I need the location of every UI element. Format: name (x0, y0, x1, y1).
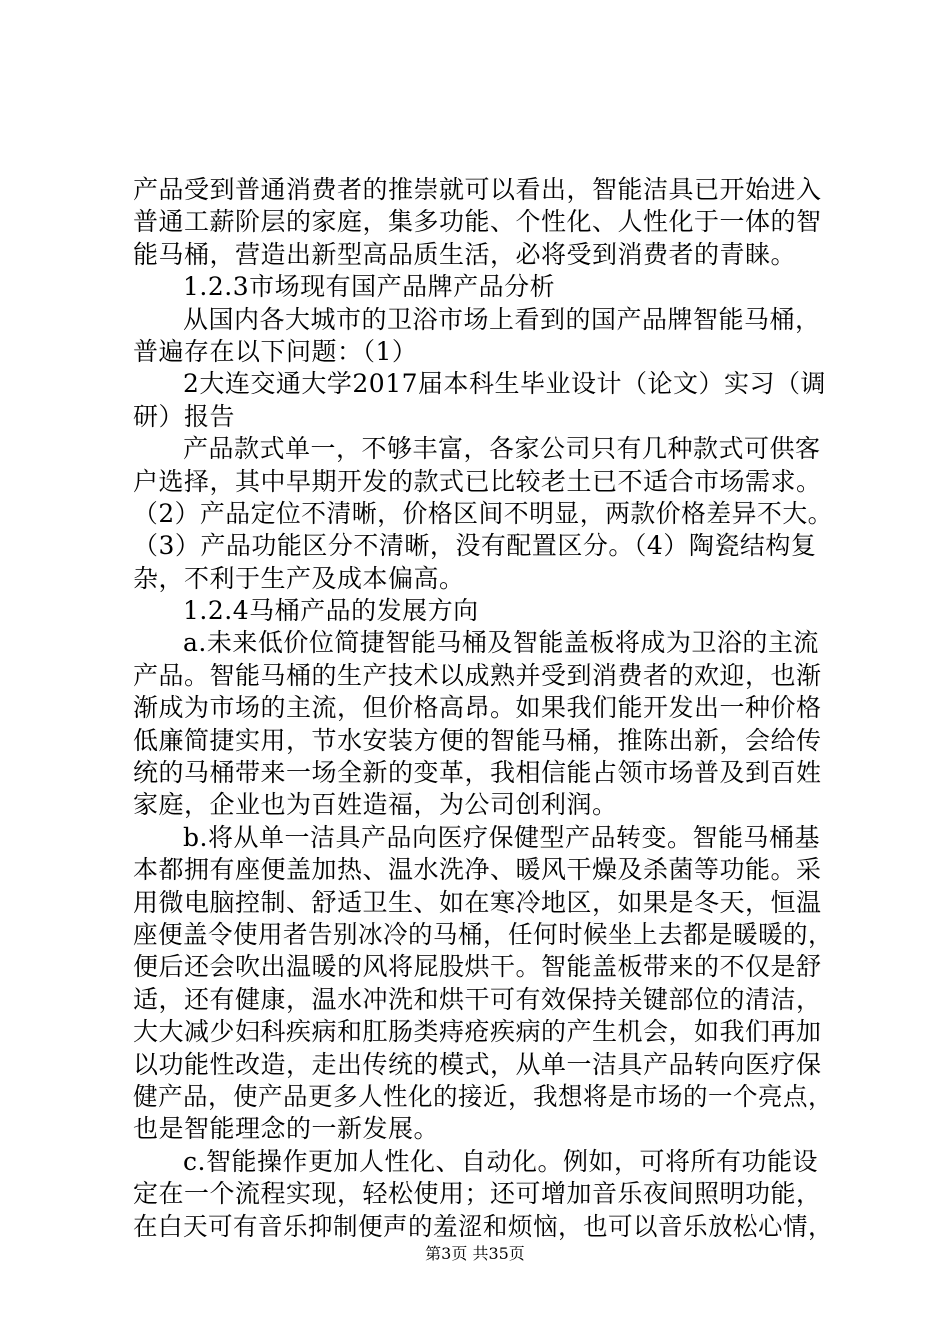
text-line: 户选择，其中早期开发的款式已比较老土已不适合市场需求。 (133, 466, 822, 496)
text-line: 用微电脑控制、舒适卫生、如在寒冷地区，如果是冬天，恒温 (133, 887, 822, 917)
text-line: 产品款式单一，不够丰富，各家公司只有几种款式可供客 (183, 434, 821, 464)
page-number: 第3页 共35页 (425, 1244, 525, 1263)
text-line: 座便盖令使用者告别冰冷的马桶，任何时候坐上去都是暖暖的， (133, 919, 834, 949)
text-line: a.未来低价位简捷智能马桶及智能盖板将成为卫浴的主流 (183, 628, 819, 658)
text-line: 1.2.4马桶产品的发展方向 (183, 596, 479, 626)
text-line: 低廉简捷实用，节水安装方便的智能马桶，推陈出新，会给传 (133, 725, 822, 755)
text-line: c.智能操作更加人性化、自动化。例如，可将所有功能设 (183, 1146, 818, 1176)
text-line: 也是智能理念的一新发展。 (133, 1114, 440, 1144)
text-line: （2）产品定位不清晰，价格区间不明显，两款价格差异不大。 (133, 498, 833, 528)
text-line: （3）产品功能区分不清晰，没有配置区分。（4）陶瓷结构复 (133, 531, 817, 561)
text-line: 从国内各大城市的卫浴市场上看到的国产品牌智能马桶， (183, 304, 821, 334)
text-line: 1.2.3市场现有国产品牌产品分析 (183, 272, 556, 302)
text-line: 适，还有健康，温水冲洗和烘干可有效保持关键部位的清洁， (133, 984, 822, 1014)
text-line: 家庭，企业也为百姓造福，为公司创利润。 (133, 790, 618, 820)
text-line: 健产品，使产品更多人性化的接近，我想将是市场的一个亮点， (133, 1081, 834, 1111)
text-line: 产品。智能马桶的生产技术以成熟并受到消费者的欢迎，也渐 (133, 660, 822, 690)
text-line: 能马桶，营造出新型高品质生活，必将受到消费者的青睐。 (133, 239, 797, 269)
text-line: 产品受到普通消费者的推崇就可以看出，智能洁具已开始进入 (133, 175, 822, 204)
page-footer (0, 1244, 950, 1264)
text-line: 大大减少妇科疾病和肛肠类痔疮疾病的产生机会，如我们再加 (133, 1017, 822, 1047)
text-line: 杂，不利于生产及成本偏高。 (133, 563, 465, 593)
text-line: b.将从单一洁具产品向医疗保健型产品转变。智能马桶基 (183, 822, 820, 852)
document-body (133, 174, 833, 1243)
text-line: 统的马桶带来一场全新的变革，我相信能占领市场普及到百姓 (133, 758, 822, 788)
text-line: 在白天可有音乐抑制便声的羞涩和烦恼，也可以音乐放松心情， (133, 1211, 834, 1241)
text-line: 本都拥有座便盖加热、温水洗净、暖风干燥及杀菌等功能。采 (133, 855, 822, 885)
text-line: 普遍存在以下问题：（1） (133, 336, 418, 366)
text-line: 以功能性改造，走出传统的模式，从单一洁具产品转向医疗保 (133, 1049, 822, 1079)
text-line: 便后还会吹出温暖的风将屁股烘干。智能盖板带来的不仅是舒 (133, 952, 822, 982)
text-line: 研）报告 (133, 401, 236, 431)
text-line: 2大连交通大学2017届本科生毕业设计（论文）实习（调 (183, 369, 827, 399)
text-line: 渐成为市场的主流，但价格高昂。如果我们能开发出一种价格 (133, 693, 822, 723)
text-line: 定在一个流程实现，轻松使用；还可增加音乐夜间照明功能， (133, 1179, 822, 1209)
text-line: 普通工薪阶层的家庭，集多功能、个性化、人性化于一体的智 (133, 207, 822, 237)
